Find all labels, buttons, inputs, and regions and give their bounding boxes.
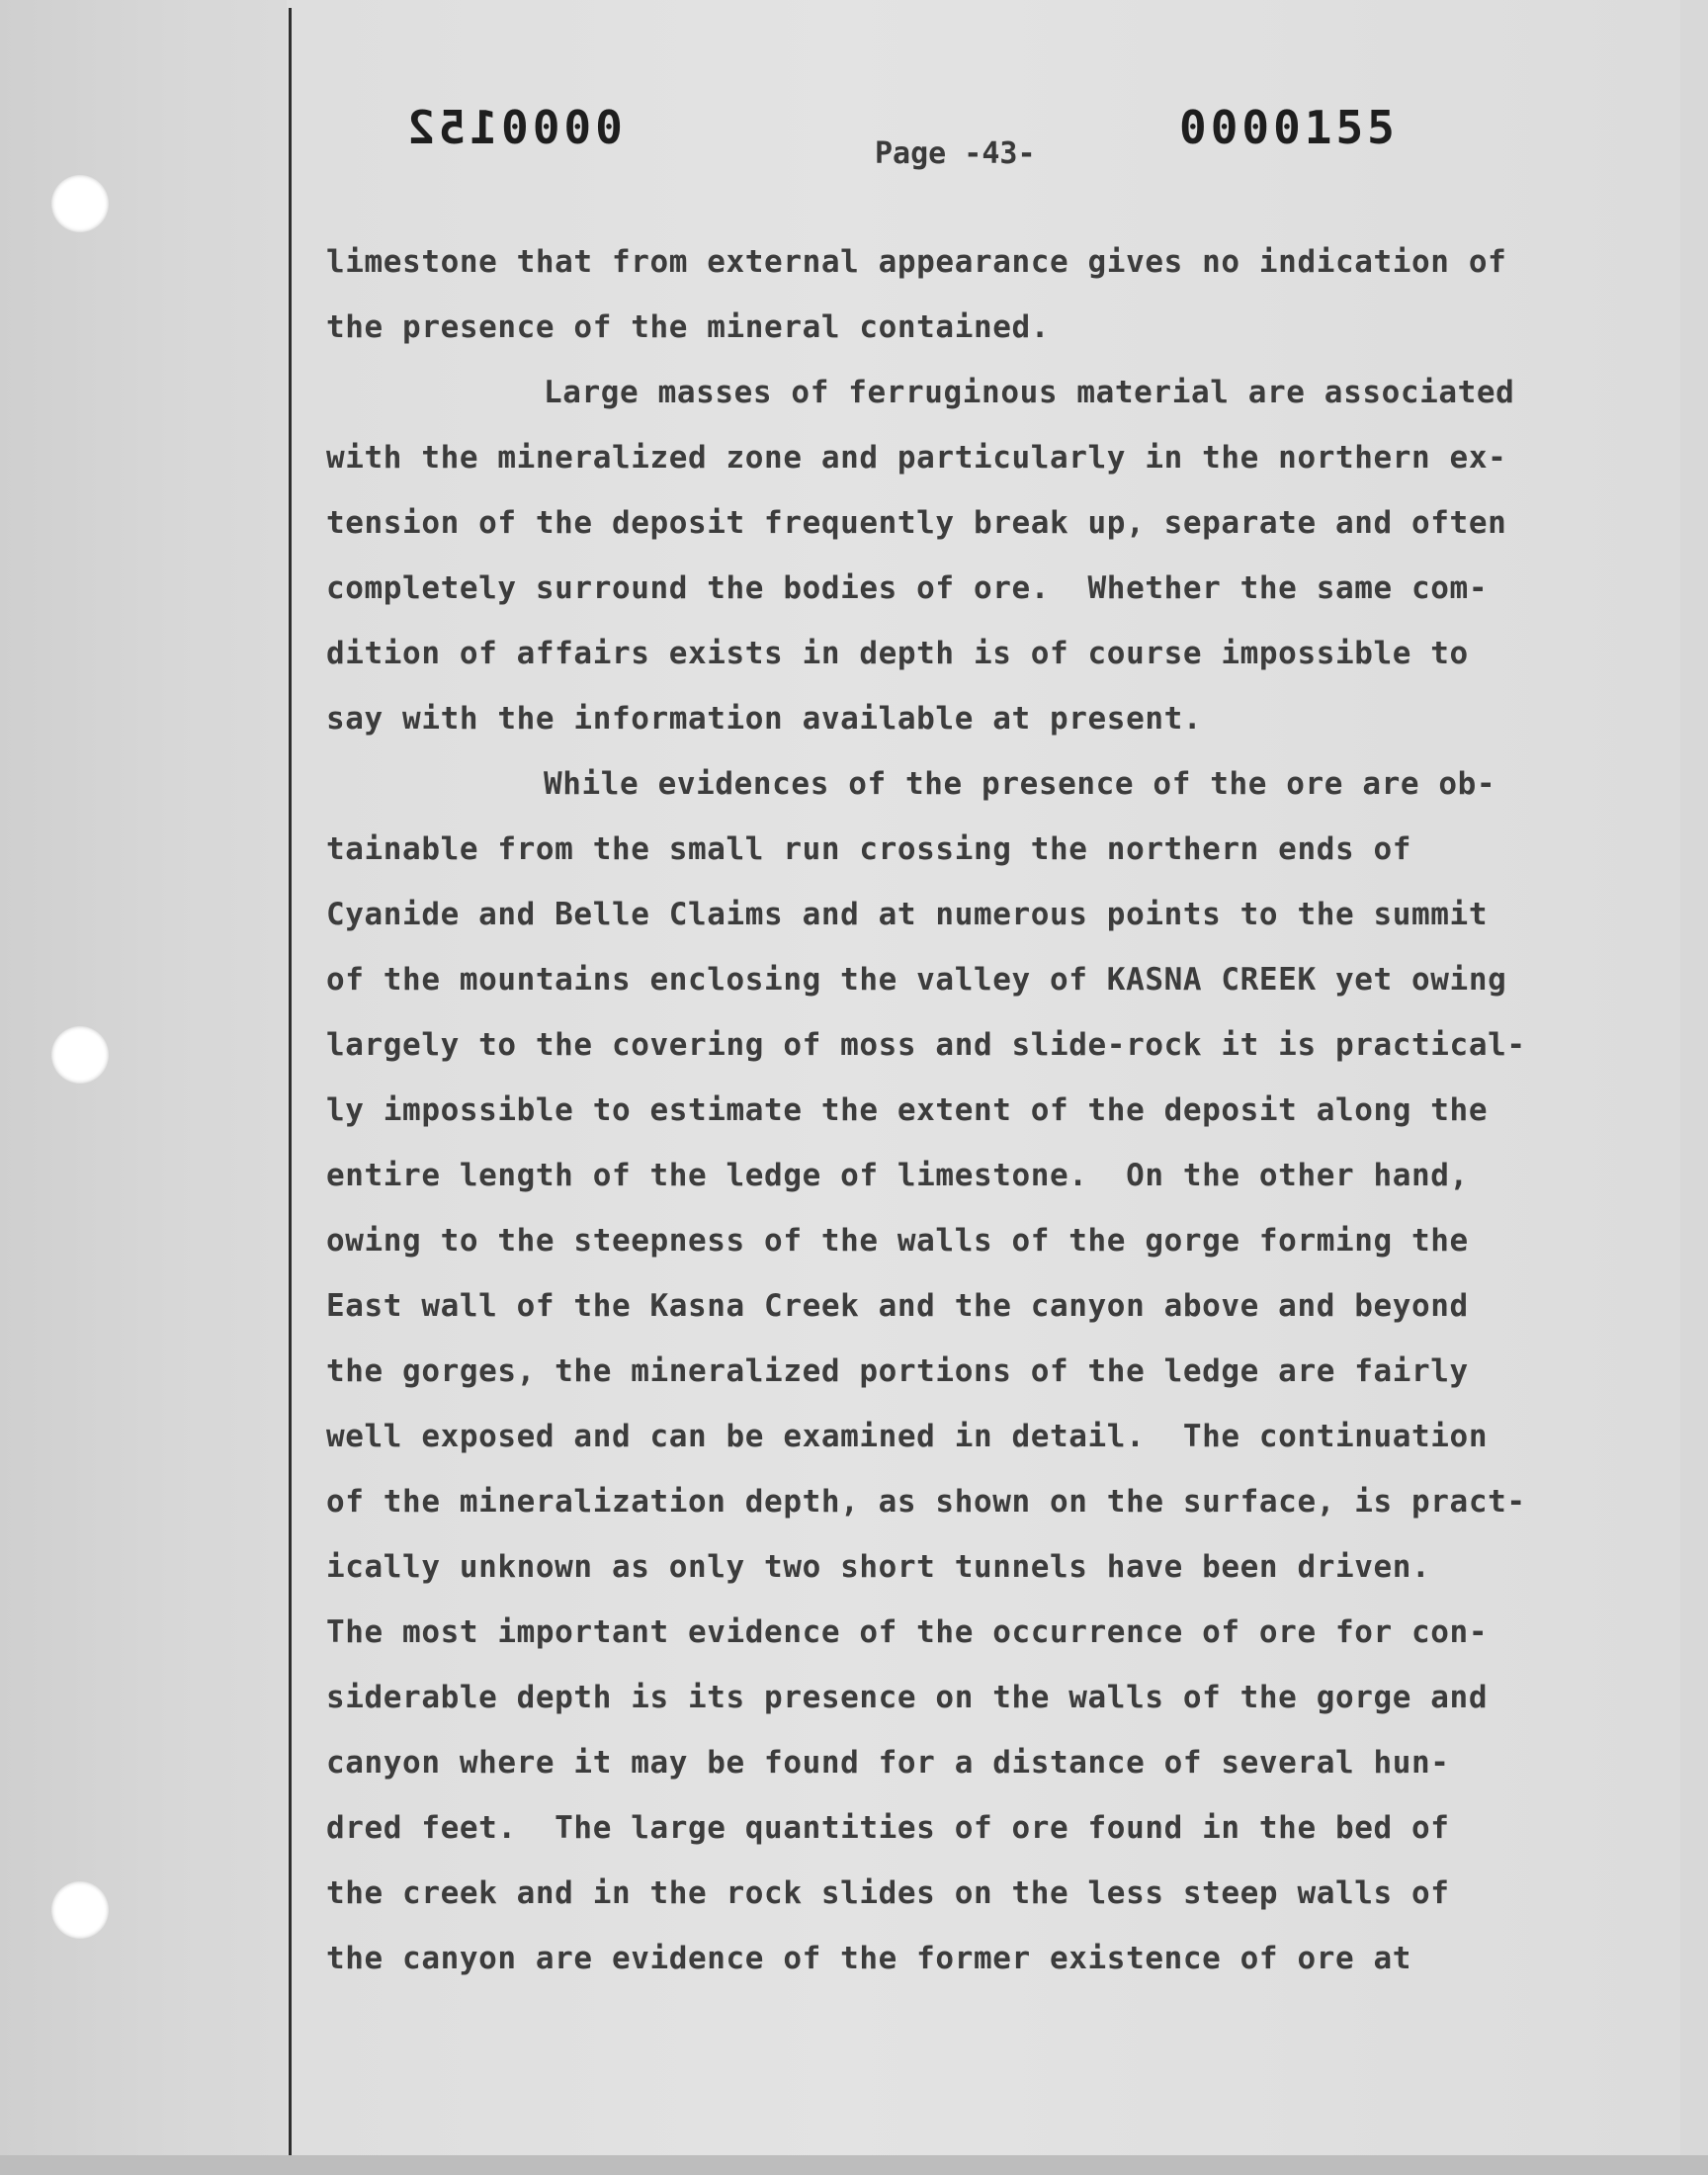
text-line: the canyon are evidence of the former existence of ore at: [326, 1941, 1412, 1976]
text-line: of the mineralization depth, as shown on the surface, is pract-: [326, 1484, 1526, 1520]
document-number-stamp-mirrored: 0000152: [403, 101, 623, 154]
text-line: well exposed and can be examined in detail. The continuation: [326, 1419, 1489, 1454]
text-line: The most important evidence of the occurrence of ore for con-: [326, 1614, 1489, 1650]
text-line: with the mineralized zone and particularly in the northern ex-: [326, 440, 1507, 476]
text-line: tension of the deposit frequently break up, separate and often: [326, 505, 1507, 541]
page-number: Page -43-: [875, 136, 1036, 171]
text-line: completely surround the bodies of ore. Whether the same com-: [326, 570, 1489, 606]
punch-hole-middle: [51, 1026, 109, 1084]
text-line: owing to the steepness of the walls of the gorge forming the: [326, 1223, 1469, 1259]
text-line: ically unknown as only two short tunnels have been driven.: [326, 1549, 1431, 1585]
text-line: dition of affairs exists in depth is of course impossible to: [326, 636, 1469, 671]
text-line: dred feet. The large quantities of ore found in the bed of: [326, 1810, 1450, 1846]
scan-bottom-edge: [0, 2155, 1708, 2175]
text-line: tainable from the small run crossing the northern ends of: [326, 831, 1412, 867]
document-number-stamp: 0000155: [1179, 101, 1399, 154]
text-line: say with the information available at present.: [326, 701, 1203, 737]
text-line: of the mountains enclosing the valley of KASNA CREEK yet owing: [326, 962, 1507, 998]
text-line: entire length of the ledge of limestone. On the other hand,: [326, 1158, 1469, 1193]
text-line: ly impossible to estimate the extent of the deposit along the: [326, 1092, 1489, 1128]
punch-hole-top: [51, 175, 109, 232]
text-line: the creek and in the rock slides on the less steep walls of: [326, 1875, 1450, 1911]
text-line: Large masses of ferruginous material are associated: [544, 375, 1515, 410]
text-line: East wall of the Kasna Creek and the canyon above and beyond: [326, 1288, 1469, 1324]
left-margin: [0, 0, 287, 2155]
margin-rule: [289, 8, 292, 2155]
text-line: While evidences of the presence of the ore are ob-: [544, 766, 1496, 802]
text-line: largely to the covering of moss and slide-rock it is practical-: [326, 1027, 1526, 1063]
text-line: limestone that from external appearance gives no indication of: [326, 244, 1507, 280]
text-line: Cyanide and Belle Claims and at numerous points to the summit: [326, 897, 1489, 932]
text-line: the gorges, the mineralized portions of the ledge are fairly: [326, 1353, 1469, 1389]
text-line: siderable depth is its presence on the walls of the gorge and: [326, 1680, 1489, 1715]
punch-hole-bottom: [51, 1881, 109, 1939]
text-line: the presence of the mineral contained.: [326, 309, 1051, 345]
text-line: canyon where it may be found for a distance of several hun-: [326, 1745, 1450, 1781]
body-text: [326, 229, 1601, 1991]
